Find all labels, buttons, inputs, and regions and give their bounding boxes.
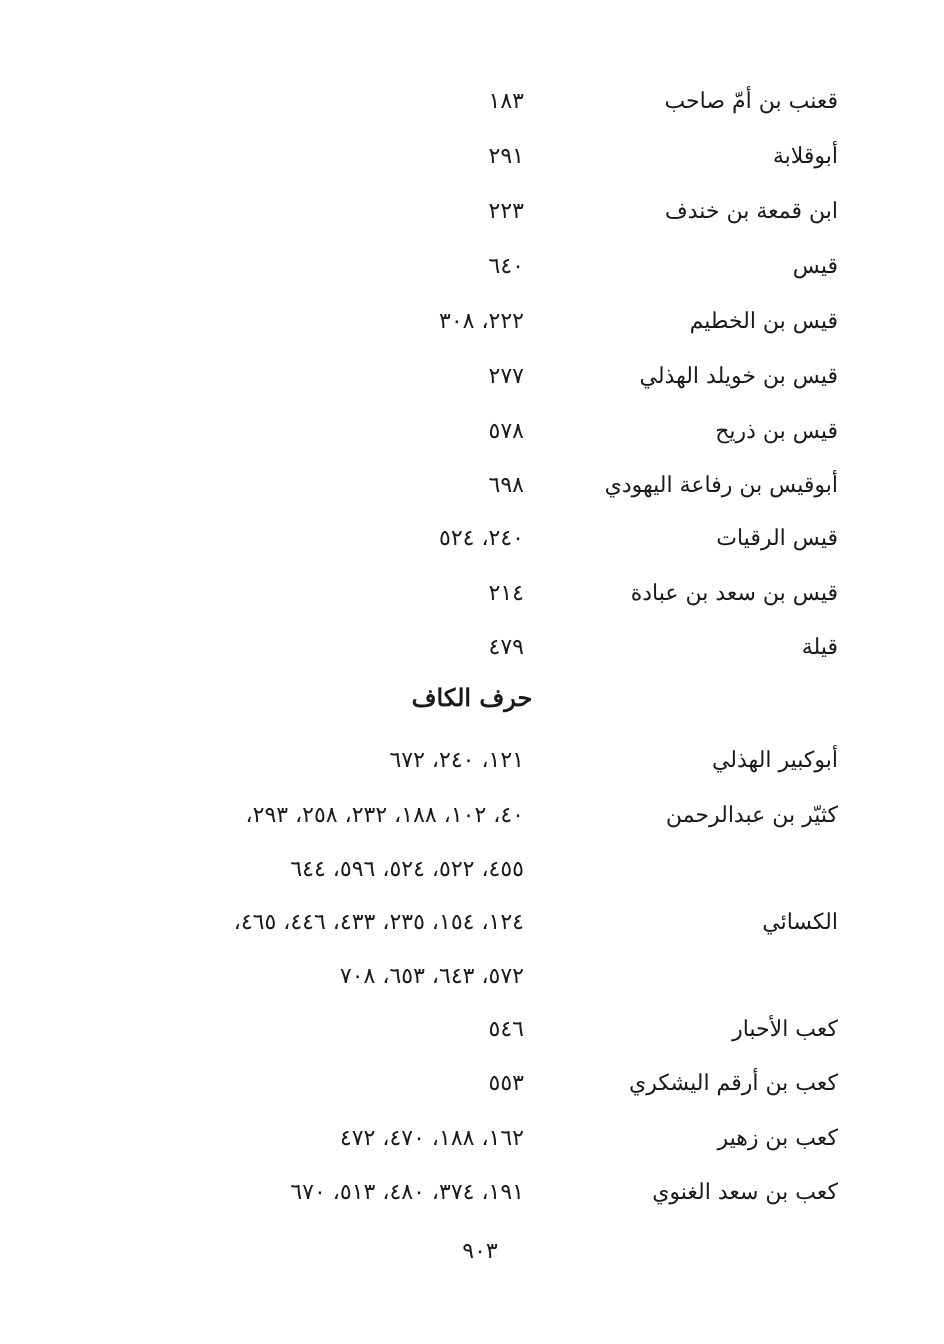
entry-pages: ٤٠، ١٠٢، ١٨٨، ٢٣٢، ٢٥٨، ٢٩٣، — [245, 803, 524, 828]
entry-name: قيس الرقيات — [716, 526, 838, 551]
entry-pages: ٢١٤ — [488, 581, 524, 606]
entry-name: كعب بن أرقم اليشكري — [628, 1071, 838, 1096]
index-entry — [0, 247, 944, 287]
entry-pages: ١٦٢، ١٨٨، ٤٧٠، ٤٧٢ — [339, 1126, 524, 1151]
entry-pages: ٦٤٠ — [488, 254, 524, 279]
entry-name: كعب بن سعد الغنوي — [652, 1180, 838, 1205]
entry-pages: ٥٧٢، ٦٤٣، ٦٥٣، ٧٠٨ — [339, 964, 524, 989]
entry-name: ابن قمعة بن خندف — [664, 199, 838, 224]
index-entry — [0, 466, 944, 506]
entry-pages: ٤٧٩ — [488, 635, 524, 660]
index-entry — [0, 302, 944, 342]
entry-pages: ٢٢٣ — [488, 199, 524, 224]
index-entry — [0, 192, 944, 232]
entry-pages: ١٩١، ٣٧٤، ٤٨٠، ٥١٣، ٦٧٠ — [290, 1180, 524, 1205]
index-entry — [0, 574, 944, 614]
section-heading: حرف الكاف — [411, 683, 533, 712]
index-entry — [0, 357, 944, 397]
page-number: ٩٠٣ — [462, 1239, 498, 1264]
entry-pages: ٢٩١ — [488, 144, 524, 169]
index-entry — [0, 1119, 944, 1159]
index-entry — [0, 741, 944, 781]
entry-pages: ٦٩٨ — [488, 473, 524, 498]
entry-name: قيس — [792, 254, 838, 279]
entry-name: قيس بن الخطيم — [689, 309, 838, 334]
index-entry — [0, 1064, 944, 1104]
index-entry — [0, 796, 944, 836]
index-entry — [0, 628, 944, 668]
entry-name: أبوقلابة — [772, 144, 838, 169]
entry-name: قيس بن ذريح — [715, 419, 838, 444]
entry-name: قيلة — [801, 635, 838, 660]
entry-pages: ٥٥٣ — [488, 1071, 524, 1096]
entry-pages: ٢٤٠، ٥٢٤ — [439, 526, 524, 551]
entry-pages: ١٨٣ — [488, 89, 524, 114]
entry-name: الكسائي — [762, 910, 838, 935]
entry-pages: ٢٢٢، ٣٠٨ — [439, 309, 524, 334]
entry-name: أبوقيس بن رفاعة اليهودي — [604, 473, 838, 498]
index-entry — [0, 82, 944, 122]
entry-name: قيس بن خويلد الهذلي — [639, 364, 838, 389]
entry-name: كعب الأحبار — [732, 1017, 838, 1042]
entry-pages: ١٢١، ٢٤٠، ٦٧٢ — [389, 748, 524, 773]
entry-name: كعب بن زهير — [717, 1126, 838, 1151]
index-entry — [0, 903, 944, 943]
entry-pages: ١٢٤، ١٥٤، ٢٣٥، ٤٣٣، ٤٤٦، ٤٦٥، — [233, 910, 524, 935]
entry-pages: ٢٧٧ — [488, 364, 524, 389]
index-entry — [0, 137, 944, 177]
entry-pages: ٥٧٨ — [488, 419, 524, 444]
entry-name: أبوكبير الهذلي — [711, 748, 838, 773]
entry-pages: ٤٥٥، ٥٢٢، ٥٢٤، ٥٩٦، ٦٤٤ — [290, 857, 524, 882]
index-entry — [0, 1010, 944, 1050]
index-entry — [0, 1173, 944, 1213]
index-entry — [0, 519, 944, 559]
entry-name: قيس بن سعد بن عبادة — [630, 581, 838, 606]
entry-name: قعنب بن أمّ صاحب — [664, 89, 838, 114]
index-entry — [0, 412, 944, 452]
entry-name: كثيّر بن عبدالرحمن — [665, 803, 838, 828]
index-entry-continuation — [0, 850, 944, 890]
index-entry-continuation — [0, 957, 944, 997]
entry-pages: ٥٤٦ — [488, 1017, 524, 1042]
